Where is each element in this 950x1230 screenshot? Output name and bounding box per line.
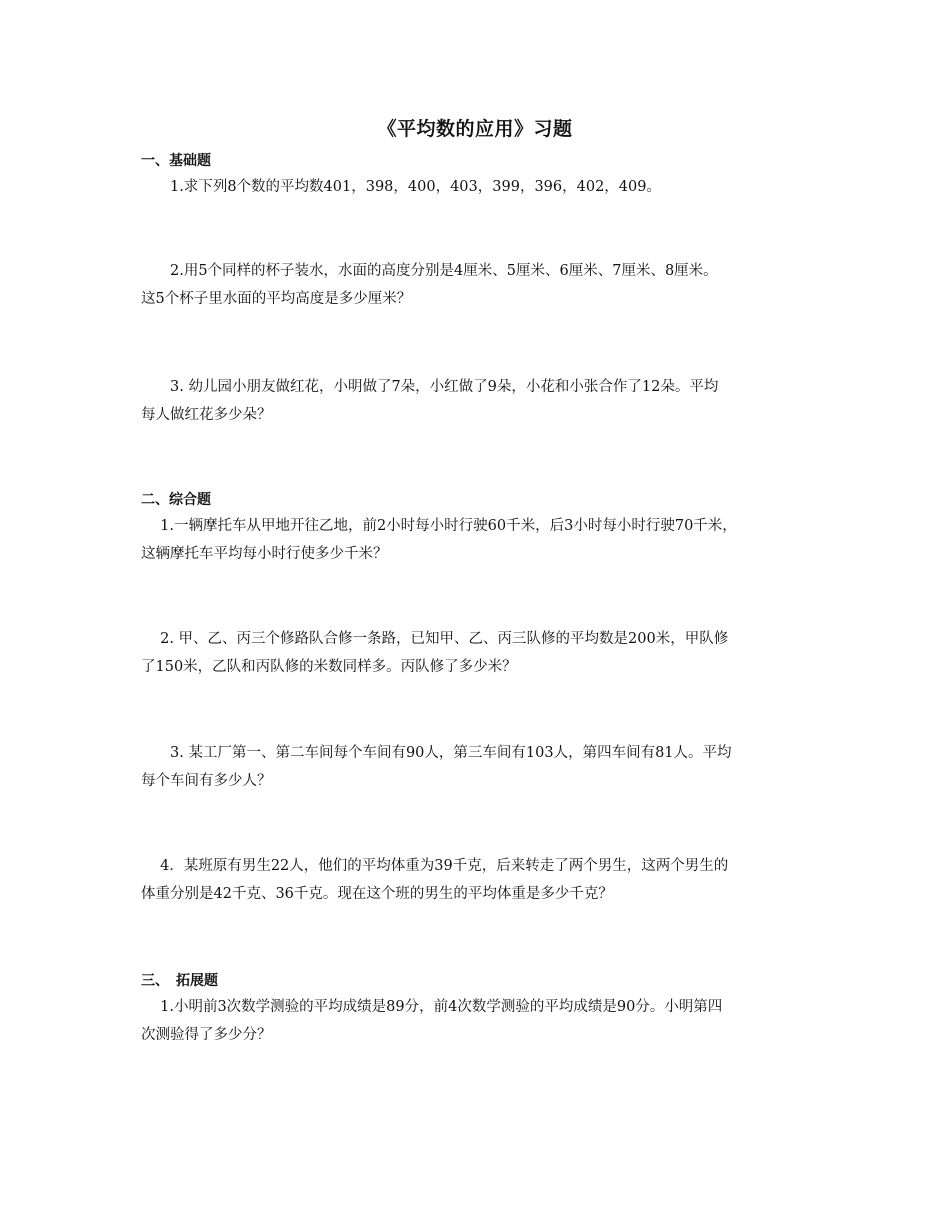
section-heading-extension: 三、 拓展题 [141,973,218,989]
question-line: 了150米，乙队和丙队修的米数同样多。丙队修了多少米？ [141,659,517,675]
question-comprehensive-2 [141,625,821,681]
question-comprehensive-1 [141,512,821,568]
question-basic-3 [141,373,821,429]
question-line: 次测验得了多少分？ [141,1027,272,1043]
question-line: 体重分别是42千克、36千克。现在这个班的男生的平均体重是多少千克？ [141,886,613,902]
question-line: 每人做红花多少朵？ [141,407,272,423]
section-heading-basic: 一、基础题 [141,153,211,169]
question-line: 这5个杯子里水面的平均高度是多少厘米？ [141,291,412,307]
question-line: 2. 甲、乙、丙三个修路队合修一条路，已知甲、乙、丙三队修的平均数是200米，甲队修 [141,631,729,647]
question-line: 1.一辆摩托车从甲地开往乙地，前2小时每小时行驶60千米，后3小时每小时行驶70千米， [141,518,737,534]
section-heading-comprehensive: 二、综合题 [141,492,211,508]
question-line: 1.小明前3次数学测验的平均成绩是89分，前4次数学测验的平均成绩是90分。小明第四 [141,999,723,1015]
question-line: 2.用5个同样的杯子装水，水面的高度分别是4厘米、5厘米、6厘米、7厘米、8厘米。 [141,263,718,279]
question-line: 3. 幼儿园小朋友做红花，小明做了7朵，小红做了9朵，小花和小张合作了12朵。平均 [141,379,719,395]
question-line: 每个车间有多少人？ [141,773,272,789]
page-title: 《平均数的应用》习题 [377,118,573,140]
question-basic-1 [141,173,821,201]
question-line: 1.求下列8个数的平均数401，398，400，403，399，396，402，409。 [141,179,661,195]
question-comprehensive-4 [141,852,821,908]
question-line: 4．某班原有男生22人，他们的平均体重为39千克，后来转走了两个男生，这两个男生的 [141,858,729,874]
question-line: 这辆摩托车平均每小时行使多少千米？ [141,546,388,562]
question-basic-2 [141,257,821,313]
question-comprehensive-3 [141,739,821,795]
question-line: 3. 某工厂第一、第二车间每个车间有90人，第三车间有103人，第四车间有81人。平均 [141,745,732,761]
question-extension-1 [141,993,821,1049]
